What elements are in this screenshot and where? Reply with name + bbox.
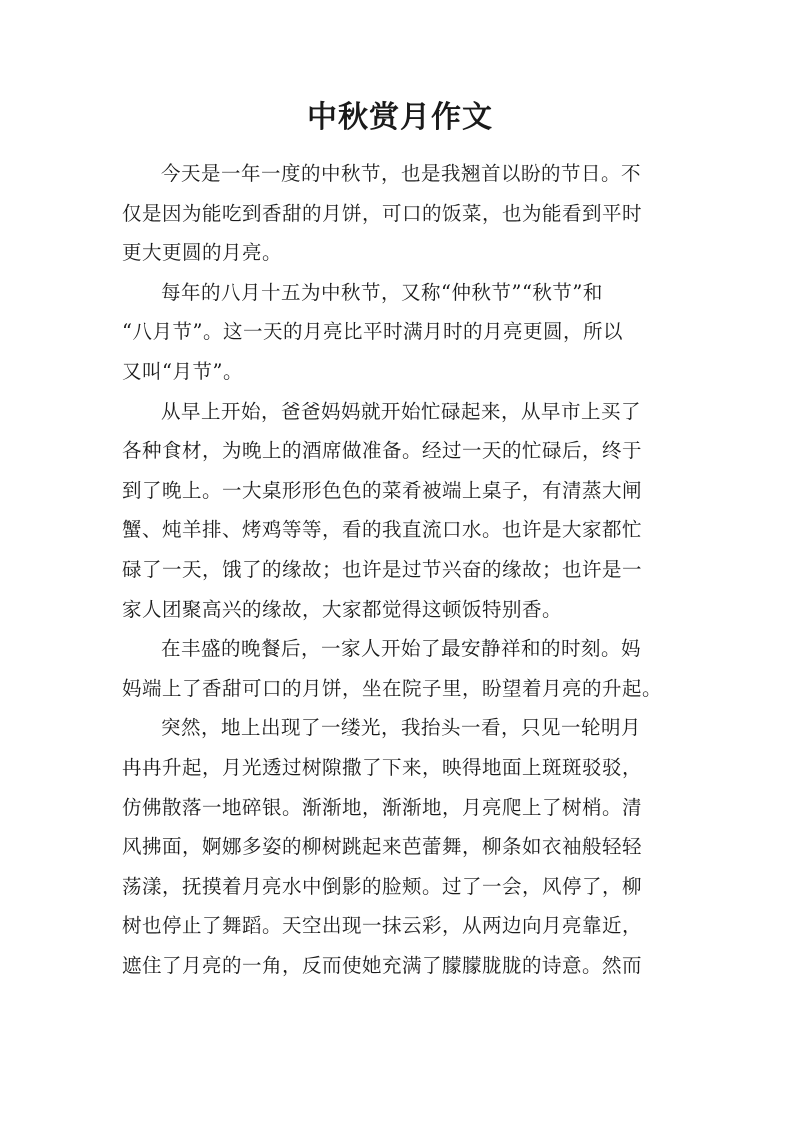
paragraph-3 xyxy=(122,392,680,630)
paragraph-line: 在丰盛的晚餐后，一家人开始了最安静祥和的时刻。妈 xyxy=(161,637,642,661)
paragraph-line: 突然，地上出现了一缕光，我抬头一看，只见一轮明月 xyxy=(161,716,642,740)
paragraph-line: 又叫“月节”。 xyxy=(122,359,243,383)
paragraph-line: 每年的八月十五为中秋节，又称“仲秋节”“秋节”和 xyxy=(161,280,603,304)
paragraph-line: 蟹、炖羊排、烤鸡等等，看的我直流口水。也许是大家都忙 xyxy=(122,518,643,542)
paragraph-line: 荡漾，抚摸着月亮水中倒影的脸颊。过了一会，风停了，柳 xyxy=(122,874,643,898)
paragraph-line: 遮住了月亮的一角，反而使她充满了朦朦胧胧的诗意。然而 xyxy=(122,953,643,977)
paragraph-2 xyxy=(122,273,680,392)
paragraph-line: 更大更圆的月亮。 xyxy=(122,241,283,265)
paragraph-1 xyxy=(122,154,680,273)
paragraph-line: 妈端上了香甜可口的月饼，坐在院子里，盼望着月亮的升起。 xyxy=(122,676,663,700)
paragraph-line: 家人团聚高兴的缘故，大家都觉得这顿饭特别香。 xyxy=(122,597,563,621)
paragraph-line: 仅是因为能吃到香甜的月饼，可口的饭菜，也为能看到平时 xyxy=(122,201,643,225)
paragraph-line: 从早上开始，爸爸妈妈就开始忙碌起来，从早市上买了 xyxy=(161,399,642,423)
document-body xyxy=(122,154,680,985)
paragraph-4 xyxy=(122,629,680,708)
paragraph-line: 到了晚上。一大桌形形色色的菜肴被端上桌子，有清蒸大闸 xyxy=(122,478,643,502)
paragraph-line: 树也停止了舞蹈。天空出现一抹云彩，从两边向月亮靠近， xyxy=(122,914,643,938)
paragraph-line: 碌了一天，饿了的缘故；也许是过节兴奋的缘故；也许是一 xyxy=(122,557,643,581)
paragraph-line: “八月节”。这一天的月亮比平时满月时的月亮更圆，所以 xyxy=(122,320,623,344)
paragraph-line: 各种食材，为晚上的酒席做准备。经过一天的忙碌后，终于 xyxy=(122,439,643,463)
paragraph-line: 风拂面，婀娜多姿的柳树跳起来芭蕾舞，柳条如衣袖般轻轻 xyxy=(122,835,643,859)
paragraph-line: 今天是一年一度的中秋节，也是我翘首以盼的节日。不 xyxy=(161,162,642,185)
paragraph-line: 冉冉升起，月光透过树隙撒了下来，映得地面上斑斑驳驳， xyxy=(122,755,643,779)
paragraph-5 xyxy=(122,708,680,985)
document-title: 中秋赏月作文 xyxy=(307,100,493,135)
paragraph-line: 仿佛散落一地碎银。渐渐地，渐渐地，月亮爬上了树梢。清 xyxy=(122,795,643,819)
